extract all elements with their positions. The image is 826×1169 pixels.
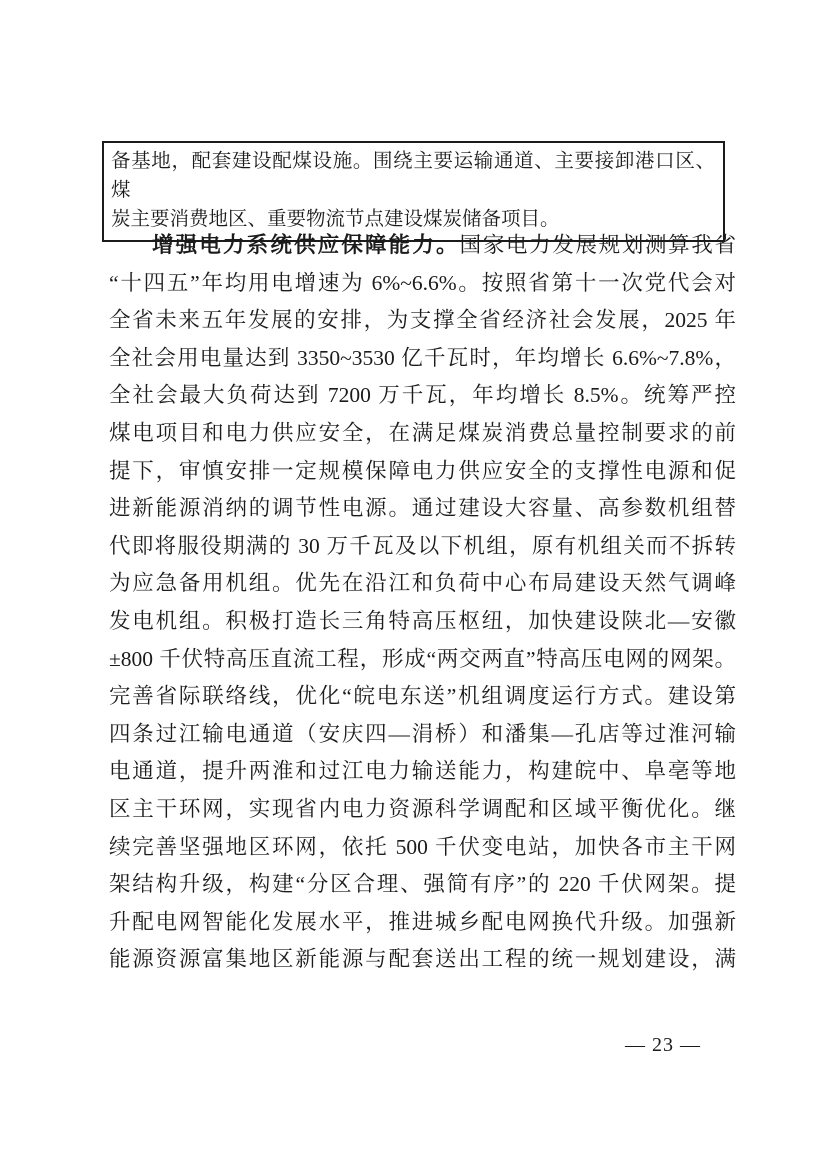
paragraph-line: 能源资源富集地区新能源与配套送出工程的统一规划建设，满 (109, 947, 736, 972)
paragraph-line: 代即将服役期满的 30 万千瓦及以下机组，原有机组关而不拆转 (109, 533, 736, 558)
paragraph-line: 全社会用电量达到 3350~3530 亿千瓦时，年均增长 6.6%~7.8%， (109, 345, 736, 370)
main-paragraph (109, 227, 736, 979)
paragraph-line: 为应急备用机组。优先在沿江和负荷中心布局建设天然气调峰 (109, 571, 736, 596)
paragraph-heading: 增强电力系统供应保障能力。 (152, 233, 460, 257)
notice-box-line: 炭主要消费地区、重要物流节点建设煤炭储备项目。 (111, 209, 560, 230)
paragraph-line: 升配电网智能化发展水平，推进城乡配电网换代升级。加强新 (109, 909, 736, 934)
paragraph-line: 发电机组。积极打造长三角特高压枢纽，加快建设陕北—安徽 (109, 608, 736, 633)
paragraph-line (109, 227, 736, 265)
paragraph-line: 提下，审慎安排一定规模保障电力供应安全的支撑性电源和促 (109, 458, 736, 483)
paragraph-line: ±800 千伏特高压直流工程，形成“两交两直”特高压电网的网架。 (109, 646, 736, 671)
paragraph-line: 全社会最大负荷达到 7200 万千瓦，年均增长 8.5%。统筹严控 (109, 383, 736, 408)
paragraph-line: 全省未来五年发展的安排，为支撑全省经济社会发展，2025 年 (109, 308, 736, 333)
paragraph-line: 区主干环网，实现省内电力资源科学调配和区域平衡优化。继 (109, 796, 736, 821)
paragraph-line: 续完善坚强地区环网，依托 500 千伏变电站，加快各市主干网 (109, 834, 736, 859)
page-number: — 23 — (625, 1034, 701, 1056)
paragraph-line: 电通道，提升两淮和过江电力输送能力，构建皖中、阜亳等地 (109, 759, 736, 784)
paragraph-line: 架结构升级，构建“分区合理、强简有序”的 220 千伏网架。提 (109, 872, 736, 897)
paragraph-line: “十四五”年均用电增速为 6%~6.6%。按照省第十一次党代会对 (109, 270, 736, 295)
paragraph-line: 完善省际联络线，优化“皖电东送”机组调度运行方式。建设第 (109, 684, 736, 709)
paragraph-line: 进新能源消纳的调节性电源。通过建设大容量、高参数机组替 (109, 496, 736, 521)
paragraph-text: 国家电力发展规划测算我省 (459, 233, 736, 257)
notice-box-line: 备基地，配套建设配煤设施。围绕主要运输通道、主要接卸港口区、煤 (111, 151, 715, 201)
paragraph-line: 煤电项目和电力供应安全，在满足煤炭消费总量控制要求的前 (109, 420, 736, 445)
paragraph-line: 四条过江输电通道（安庆四—涓桥）和潘集—孔店等过淮河输 (109, 721, 736, 746)
